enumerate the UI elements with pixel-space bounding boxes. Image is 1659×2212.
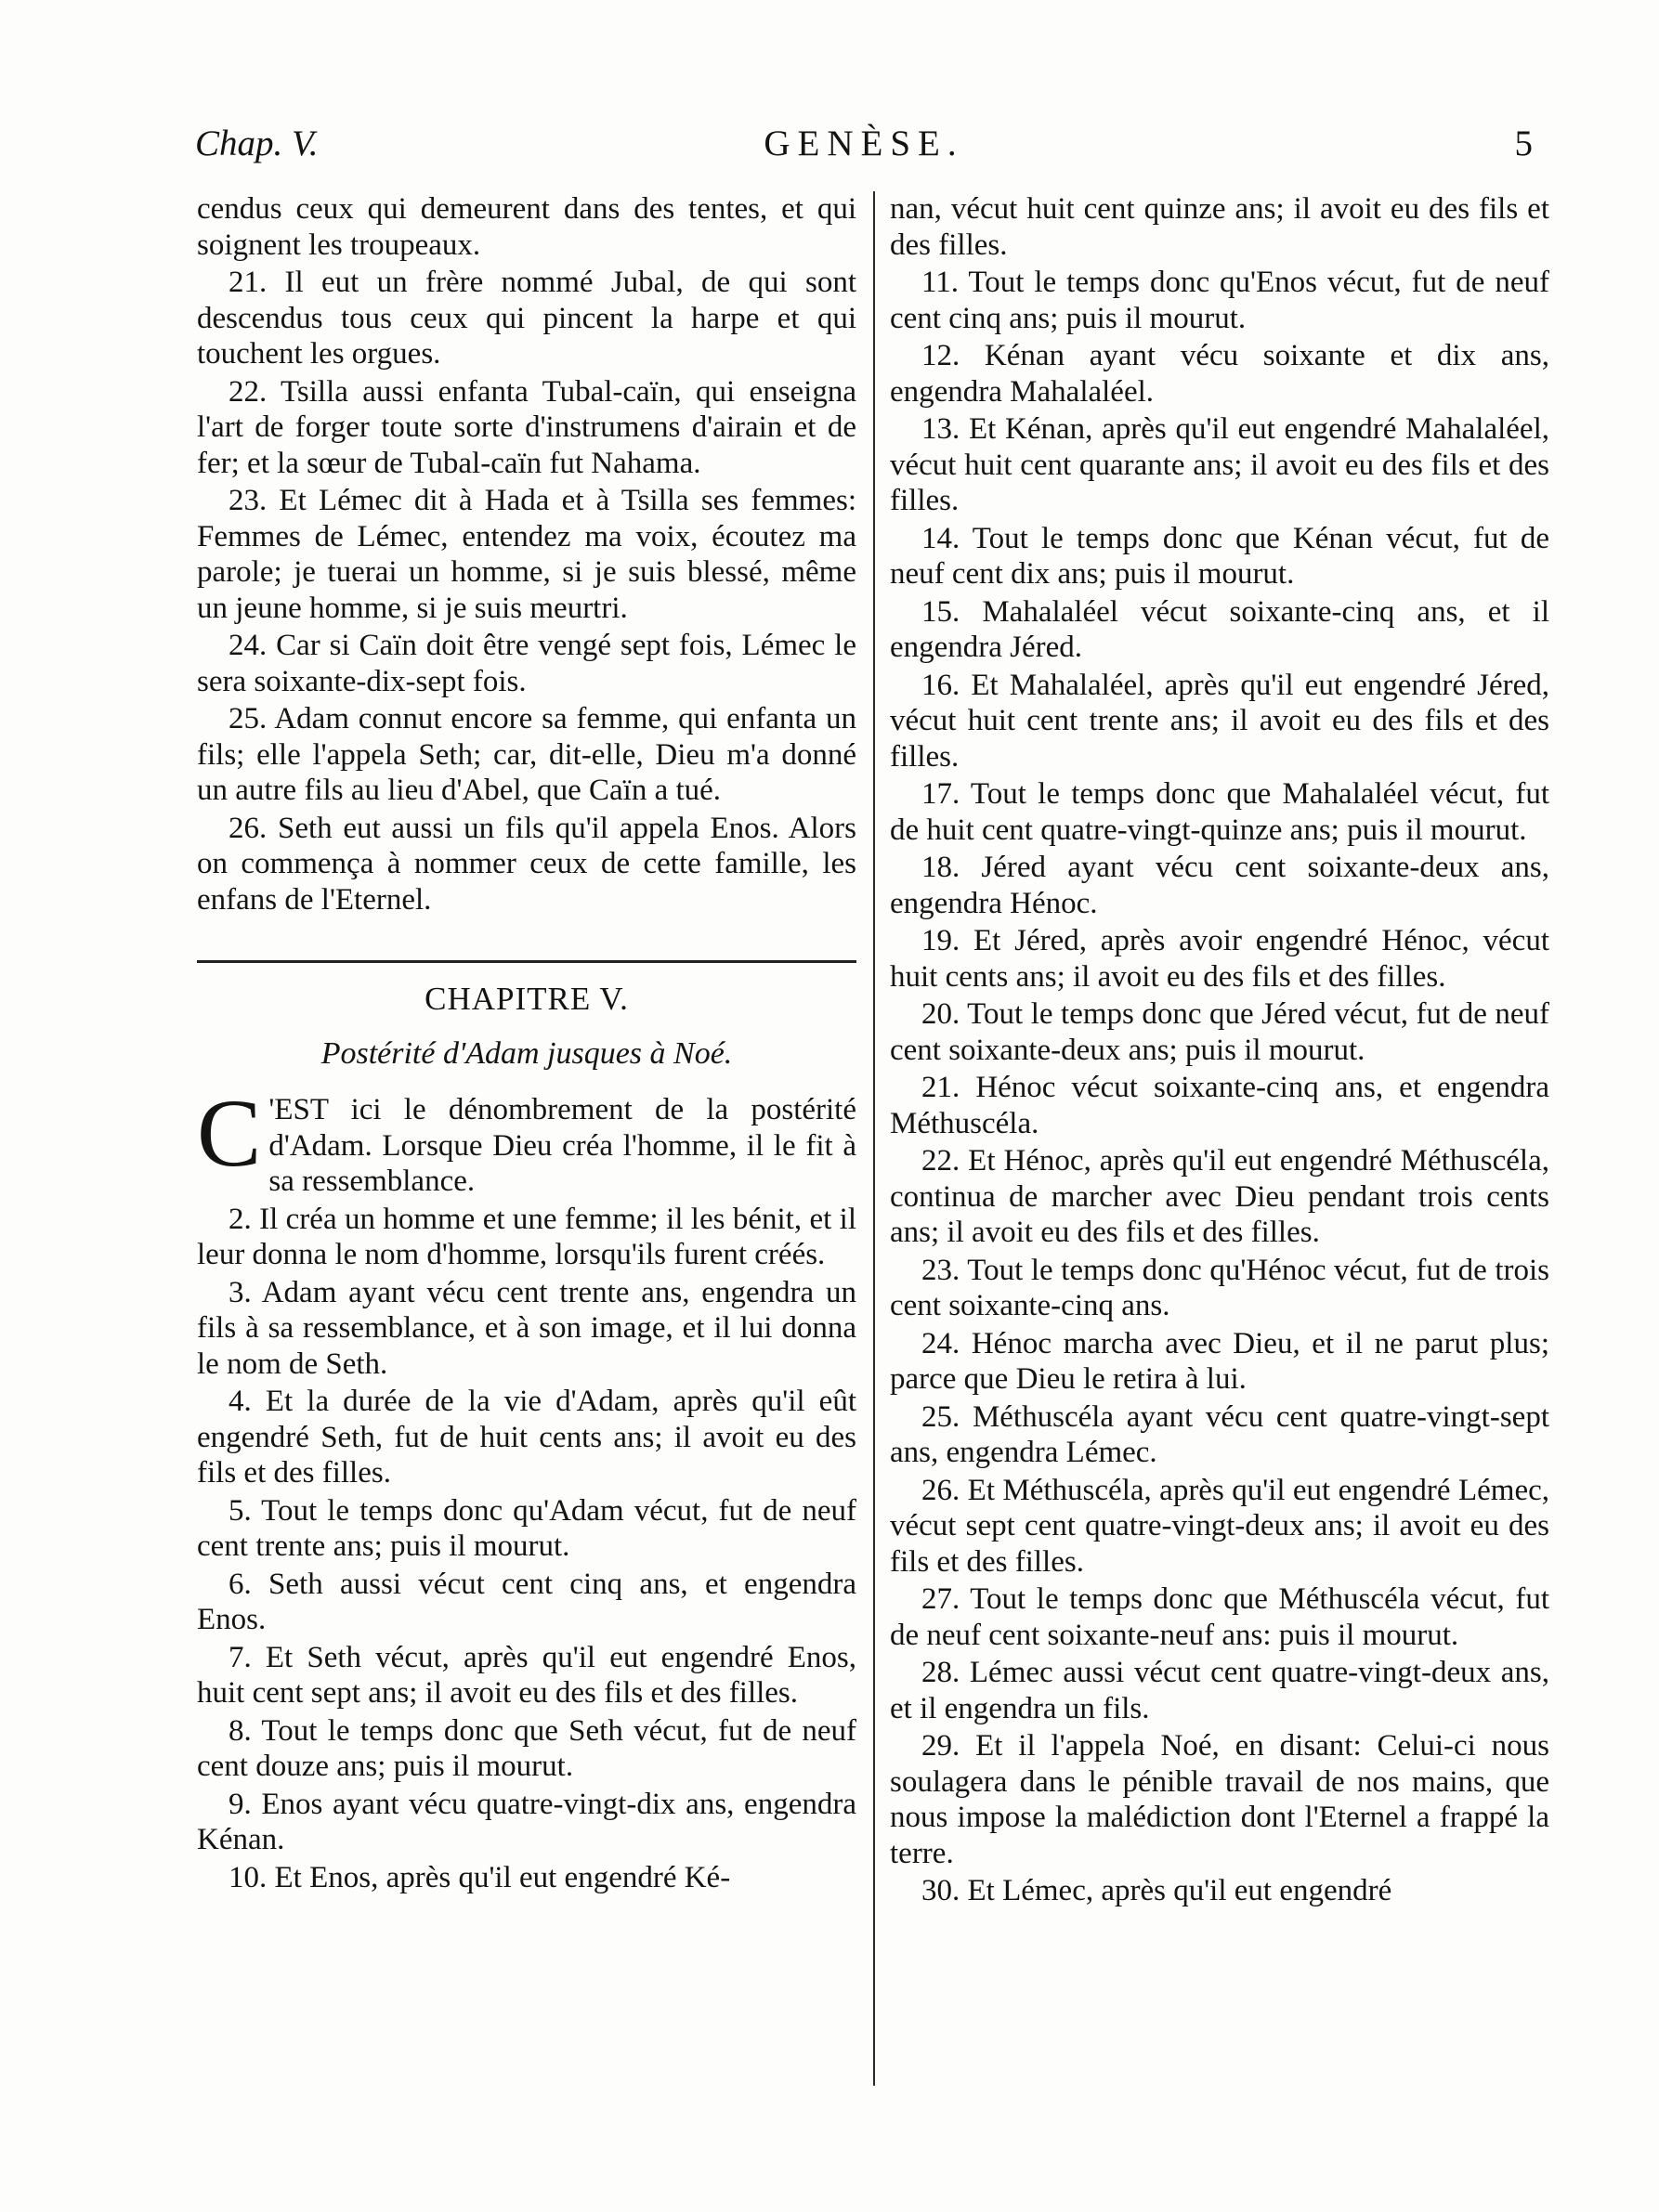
running-head-book: GENÈSE.	[764, 124, 964, 163]
verse-paragraph: 12. Kénan ayant vécu soixante et dix ans, engendra Mahalaléel.	[890, 339, 1549, 409]
verse-paragraph: 9. Enos ayant vécu quatre-vingt-dix ans, engendra Kénan.	[197, 1787, 856, 1856]
verse-paragraph: 25. Méthuscéla ayant vécu cent quatre-vingt-sept ans, engendra Lémec.	[890, 1399, 1549, 1469]
verse-paragraph: 18. Jéred ayant vécu cent soixante-deux ans, engendra Hénoc.	[890, 851, 1549, 920]
verse-paragraph: 21. Il eut un frère nommé Jubal, de qui sont descendus tous ceux qui pincent la harpe et qui touchent les orgues.	[197, 266, 856, 371]
verse-paragraph: 3. Adam ayant vécu cent trente ans, engendra un fils à sa ressemblance, et à son image, et il lui donna le nom de Seth.	[197, 1275, 856, 1381]
chapter-divider	[197, 960, 856, 963]
verse-paragraph: 20. Tout le temps donc que Jéred vécut, fut de neuf cent soixante-deux ans; puis il mourut.	[890, 997, 1549, 1067]
verse-paragraph: 2. Il créa un homme et une femme; il les bénit, et il leur donna le nom d'homme, lorsqu'ils furent créés.	[197, 1202, 856, 1271]
verse-paragraph: 23. Et Lémec dit à Hada et à Tsilla ses femmes: Femmes de Lémec, entendez ma voix, écoutez ma parole; je tuerai un homme, si je suis blessé, même un jeune homme, si je suis meurtri.	[197, 484, 856, 625]
verse-paragraph: nan, vécut huit cent quinze ans; il avoit eu des fils et des filles.	[890, 192, 1549, 262]
verse-paragraph: 30. Et Lémec, après qu'il eut engendré	[921, 1874, 1392, 1907]
verse-paragraph: 4. Et la durée de la vie d'Adam, après qu'il eût engendré Seth, fut de huit cents ans; il avoit eu des fils et des filles.	[197, 1385, 856, 1490]
verse-paragraph: 10. Et Enos, après qu'il eut engendré Ké-	[229, 1860, 731, 1894]
verse-paragraph: 7. Et Seth vécut, après qu'il eut engendré Enos, huit cent sept ans; il avoit eu des fils et des filles.	[197, 1640, 856, 1710]
verse-paragraph: 26. Et Méthuscéla, après qu'il eut engendré Lémec, vécut sept cent quatre-vingt-deux ans; il avoit eu des fils et des filles.	[890, 1473, 1549, 1579]
verse-paragraph: 5. Tout le temps donc qu'Adam vécut, fut de neuf cent trente ans; puis il mourut.	[197, 1493, 856, 1563]
chapter-first-paragraph	[197, 1080, 856, 1200]
page-number: 5	[1514, 124, 1533, 163]
verse-paragraph: 22. Et Hénoc, après qu'il eut engendré Méthuscéla, continua de marcher avec Dieu pendant trois cents ans; il avoit eu des fils et des filles.	[890, 1144, 1549, 1249]
page-header	[195, 123, 1533, 178]
verse-paragraph: 19. Et Jéred, après avoir engendré Hénoc, vécut huit cents ans; il avoit eu des fils et des filles.	[890, 924, 1549, 994]
verse-paragraph: 6. Seth aussi vécut cent cinq ans, et engendra Enos.	[197, 1567, 856, 1636]
verse-paragraph: 14. Tout le temps donc que Kénan vécut, fut de neuf cent dix ans; puis il mourut.	[890, 521, 1549, 591]
verse-paragraph: 24. Car si Caïn doit être vengé sept fois, Lémec le sera soixante-dix-sept fois.	[197, 629, 856, 698]
chapter-subtitle: Postérité d'Adam jusques à Noé.	[320, 1035, 733, 1071]
verse-paragraph: 27. Tout le temps donc que Méthuscéla vécut, fut de neuf cent soixante-neuf ans: puis il mourut.	[890, 1582, 1549, 1652]
verse-paragraph: 28. Lémec aussi vécut cent quatre-vingt-deux ans, et il engendra un fils.	[890, 1656, 1549, 1725]
running-head-chapter: Chap. V.	[195, 124, 319, 163]
verse-paragraph: 15. Mahalaléel vécut soixante-cinq ans, et il engendra Jéred.	[890, 594, 1549, 664]
first-paragraph-text: 'EST ici le dénombrement de la postérité d'Adam. Lorsque Dieu créa l'homme, il le fit à sa ressemblance.	[268, 1093, 856, 1198]
verse-paragraph: cendus ceux qui demeurent dans des tentes, et qui soignent les troupeaux.	[197, 192, 856, 262]
verse-paragraph: 8. Tout le temps donc que Seth vécut, fut de neuf cent douze ans; puis il mourut.	[197, 1713, 856, 1783]
verse-paragraph: 22. Tsilla aussi enfanta Tubal-caïn, qui enseigna l'art de forger toute sorte d'instrumens d'airain et de fer; et la sœur de Tubal-caïn fut Nahama.	[197, 374, 856, 480]
verse-paragraph: 21. Hénoc vécut soixante-cinq ans, et engendra Méthuscéla.	[890, 1071, 1549, 1140]
verse-paragraph: 23. Tout le temps donc qu'Hénoc vécut, fut de trois cent soixante-cinq ans.	[890, 1253, 1549, 1322]
verse-paragraph: 24. Hénoc marcha avec Dieu, et il ne parut plus; parce que Dieu le retira à lui.	[890, 1326, 1549, 1396]
verse-paragraph: 13. Et Kénan, après qu'il eut engendré Mahalaléel, vécut huit cent quarante ans; il avoit eu des fils et des filles.	[890, 412, 1549, 517]
verse-paragraph: 16. Et Mahalaléel, après qu'il eut engendré Jéred, vécut huit cent trente ans; il avoit eu des fils et des filles.	[890, 668, 1549, 774]
verse-paragraph: 25. Adam connut encore sa femme, qui enfanta un fils; elle l'appela Seth; car, dit-elle, Dieu m'a donné un autre fils au lieu d'Abel, que Caïn a tué.	[197, 702, 856, 807]
verse-paragraph: 26. Seth eut aussi un fils qu'il appela Enos. Alors on commença à nommer ceux de cette famille, les enfans de l'Eternel.	[197, 811, 856, 917]
verse-paragraph: 17. Tout le temps donc que Mahalaléel vécut, fut de huit cent quatre-vingt-quinze ans; puis il mourut.	[890, 777, 1549, 847]
drop-cap: C	[197, 1080, 262, 1187]
column-divider	[873, 191, 875, 2086]
left-column	[197, 191, 856, 1897]
chapter-title: CHAPITRE V.	[425, 981, 629, 1017]
verse-paragraph: 11. Tout le temps donc qu'Enos vécut, fut de neuf cent cinq ans; puis il mourut.	[890, 266, 1549, 335]
verse-paragraph: 29. Et il l'appela Noé, en disant: Celui-ci nous soulagera dans le pénible travail de nos mains, que nous impose la malédiction dont l'Eternel a frappé la terre.	[890, 1729, 1549, 1870]
right-column	[890, 191, 1549, 1911]
